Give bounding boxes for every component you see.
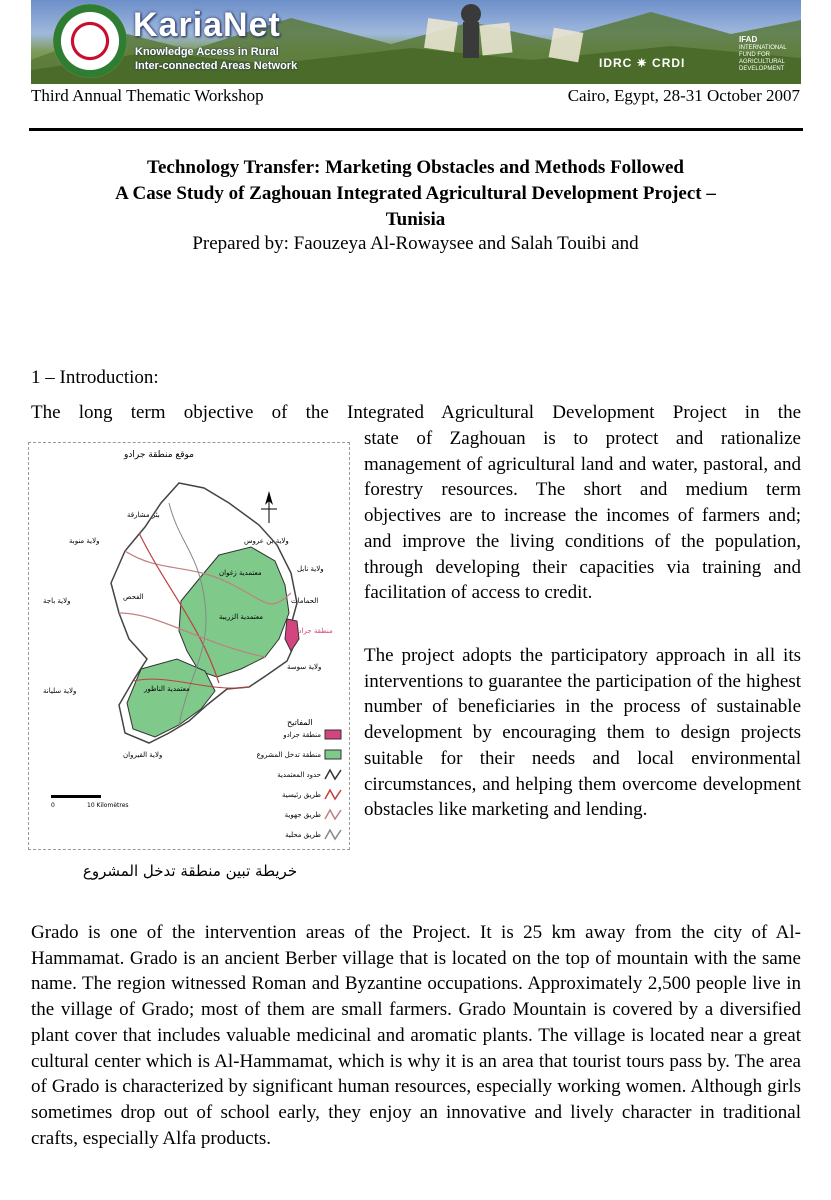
workshop-location-date: Cairo, Egypt, 28-31 October 2007: [567, 86, 800, 105]
intervention-area-south: [127, 659, 215, 737]
map-top-label: موقع منطقة جرادو: [124, 450, 194, 460]
city-label: الحمامات: [291, 597, 319, 605]
region-label: ولاية نابل: [297, 565, 324, 573]
document-title-line2: A Case Study of Zaghouan Integrated Agricultural Development Project –: [115, 183, 716, 204]
paragraph-1-first-line: The long term objective of the Integrated Agricultural Development Project in the: [31, 402, 801, 423]
delegation-label: بئر مشارقة: [127, 511, 160, 519]
delegation-label: الفحص: [123, 593, 144, 601]
legend-line-icon: [325, 790, 341, 799]
project-area-map: [28, 442, 350, 850]
authors-line: Prepared by: Faouzeya Al-Rowaysee and Salah Touibi and: [192, 233, 639, 254]
north-arrow-icon: [261, 491, 277, 523]
brand-name: KariaNet: [133, 6, 281, 44]
paragraph-3: Grado is one of the intervention areas of the Project. It is 25 km away from the city of Al-Hammamat. Grado is an ancient Berber village that is located on the top of mountain with the same name. The region witnessed Roman and Byzantine occupations. Approximately 2,500 people live in the village of Grado; most of them are small farmers. Grado Mountain is covered by a diversified plant cover that includes valuable medicinal and aromatic plants. The village is located near a great cultural center which is Al-Hammamat, which is why it is an area that tourist tours pass by. The area of Grado is characterized by significant human resources, especially working women. Although girls sometimes drop out of school early, they enjoy an innovative and lively character in traditional crafts, especially Alfa products.: [31, 922, 801, 1149]
scale-bar: [51, 795, 129, 809]
legend-label: منطقة جرادو: [283, 731, 321, 739]
section-heading: 1 – Introduction:: [31, 367, 159, 388]
legend-line-icon: [325, 770, 341, 779]
workshop-name: Third Annual Thematic Workshop: [31, 86, 264, 105]
map-caption: خريطة تبين منطقة تدخل المشروع: [82, 862, 298, 880]
brand-subtitle-line1: Knowledge Access in Rural: [135, 46, 279, 58]
delegation-label: معتمدية الزريبة: [219, 613, 264, 621]
legend-swatch: [325, 750, 341, 759]
legend-label: طريق جهوية: [284, 811, 321, 819]
header-rule: [29, 128, 803, 131]
idrc-logo: IDRC ✷ CRDI: [599, 56, 686, 70]
ifad-name: IFAD: [739, 35, 758, 44]
grado-label: منطقة جرادو: [295, 627, 333, 635]
legend-title: المفاتيح: [287, 718, 313, 727]
delegation-label: معتمدية زغوان: [219, 569, 262, 577]
legend-label: طريق رئيسية: [282, 791, 321, 799]
map-drawing: [29, 443, 349, 849]
legend-label: حدود المعتمدية: [277, 771, 321, 779]
legend-line-icon: [325, 810, 341, 819]
legend-label: طريق محلية: [285, 831, 321, 839]
region-label: ولاية القيروان: [123, 751, 163, 759]
region-label: ولاية منوبة: [69, 537, 100, 545]
legend-swatch: [325, 730, 341, 739]
legend-line-icon: [325, 830, 341, 839]
ifad-logo: [739, 36, 799, 73]
legend-label: منطقة تدخل المشروع: [256, 751, 321, 759]
delegation-label: معتمدية الناظور: [144, 685, 190, 693]
region-label: ولاية باجة: [43, 597, 71, 605]
region-label: ولاية بن عروس: [244, 537, 289, 545]
scale-label-start: 0: [51, 802, 55, 809]
region-label: ولاية سوسة: [287, 663, 322, 671]
region-label: ولاية سليانة: [43, 687, 77, 695]
karianet-logo: [53, 4, 127, 78]
header-banner: [31, 0, 801, 84]
map-legend: [257, 730, 341, 839]
paragraph-2: The project adopts the participatory approach in all its interventions to guarantee the participation of the highest number of beneficiaries in the process of sustainable development by encouraging them to design projects suitable for their needs and local environmental circumstances, and helping them overcome development obstacles like marketing and lending.: [364, 645, 801, 821]
brand-subtitle-line2: Inter-connected Areas Network: [135, 60, 298, 72]
paragraph-1: state of Zaghouan is to protect and rationalize management of agricultural land and water, pastoral, and forestry resources. The short and medium term objectives are to increase the incomes of farmers and; and improve the living conditions of the population, through developing their capacities via training and facilitation of access to credit.: [364, 428, 801, 604]
document-title-line1: Technology Transfer: Marketing Obstacles and Methods Followed: [147, 157, 684, 178]
ifad-subtitle: INTERNATIONAL FUND FOR AGRICULTURAL DEVELOPMENT: [739, 45, 787, 72]
document-title-line3: Tunisia: [385, 209, 446, 230]
scale-label-end: 10 Kilomètres: [87, 802, 129, 809]
